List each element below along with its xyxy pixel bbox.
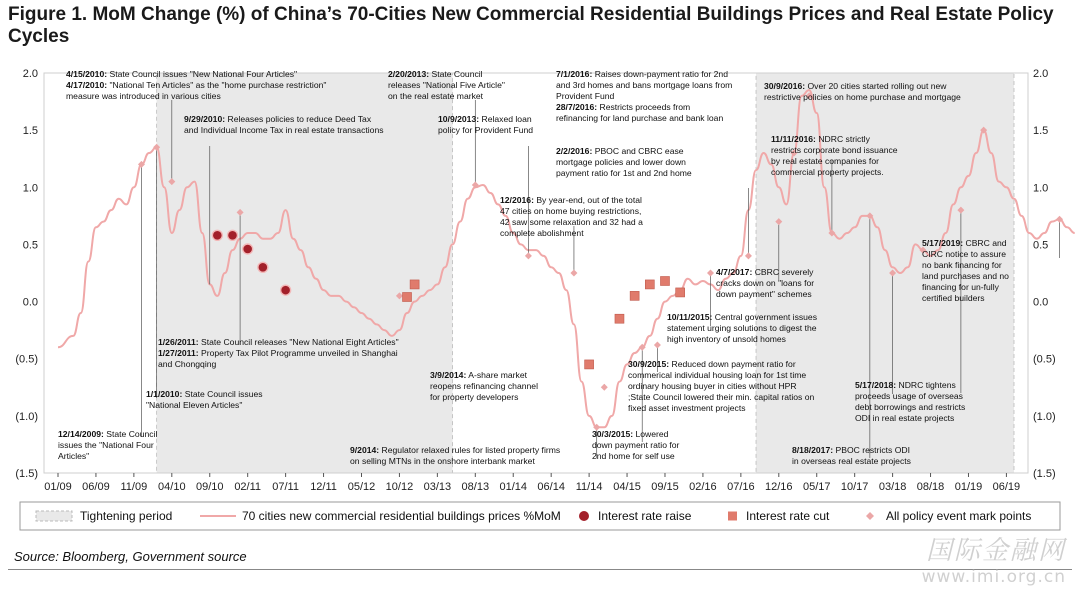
x-tick-label: 01/09 [44,481,72,493]
annotation-line [500,195,642,205]
chart [0,52,1080,547]
annotation-text: A-share market [466,370,527,380]
annotation-date: 4/7/2017: [716,267,753,277]
x-tick-label: 02/16 [689,481,717,493]
annotation-text: issues the "National Four [58,440,154,450]
annotation-line [388,80,505,90]
annotation-text: State Council releases "New National Eight Articles" [198,337,399,347]
annotation-line [628,392,815,402]
interest-rate-cut-point [676,288,685,297]
annotation-line [66,69,297,79]
annotation-text: high inventory of unsold homes [667,334,786,344]
annotation-line [500,217,643,227]
y-tick-right: (0.5) [1033,353,1056,366]
annotation-line [592,451,675,461]
y-tick-right: 0.0 [1033,296,1049,309]
annotation-text: CBRC and [963,238,1007,248]
annotation-line [922,238,1007,248]
annotation-line [58,451,89,461]
y-tick-right: 2.0 [1033,68,1049,80]
y-tick-right: 1.0 [1033,182,1049,195]
x-tick-label: 01/14 [499,481,528,493]
annotation-text: 2nd home for self use [592,451,675,461]
annotation-text: Restricts proceeds from [597,102,691,112]
policy-event-point [601,384,608,391]
legend-label-line: 70 cities new commercial residential buildings prices %MoM [242,509,561,523]
annotation-line [66,80,326,90]
annotation-text: State Council issues [182,389,263,399]
annotation-line [500,206,641,216]
annotation-date: 10/11/2015: [667,312,713,322]
annotation-text: Raises down-payment ratio for 2nd [592,69,728,79]
chart-title: Figure 1. MoM Change (%) of China’s 70-Cities New Commercial Residential Buildings Prices and Real Estate Policy Cycles [8,4,1054,47]
policy-event-point [570,270,577,277]
annotation-line [628,403,746,413]
interest-rate-cut-point [410,280,419,289]
x-tick-label: 03/18 [878,481,907,493]
x-tick-label: 04/15 [613,481,641,493]
annotation-line [771,167,884,177]
legend-swatch-raise [579,511,589,521]
x-tick-label: 11/09 [120,481,148,493]
annotation-text: State Council [429,69,483,79]
annotation-text: Regulator relaxed rules for listed property firms [379,445,561,455]
annotation-text: Relaxed loan [479,114,532,124]
interest-rate-raise-point [281,285,291,295]
annotation-date: 9/2014: [350,445,380,455]
y-tick-left: 1.0 [22,182,38,195]
interest-rate-cut-point [645,280,654,289]
legend-swatch-cut [728,512,737,521]
annotation-text: State Council [103,429,158,439]
annotation-text: land purchases and no [922,271,1009,281]
annotation-line [388,69,483,79]
annotation-line [158,348,398,358]
annotation-date: 30/9/2015: [628,359,670,369]
annotation-line [855,380,956,390]
watermark-text: 国际金融网 [925,536,1066,566]
annotation-text: Over 20 cities started rolling out new [805,81,947,91]
annotation-text: down payment ratio for [592,440,680,450]
annotation-text: Property Tax Pilot Programme unveiled in Shanghai [198,348,398,358]
annotation-line [556,168,692,178]
interest-rate-cut-point [615,314,624,323]
annotation-line [667,312,817,322]
annotation-text: PBOC restricts ODI [833,445,910,455]
annotation-a7 [556,146,692,178]
annotation-line [556,157,686,167]
annotation-line [350,456,535,466]
annotation-line [430,381,538,391]
annotation-line [716,278,814,288]
x-tick-label: 04/10 [158,481,186,493]
annotation-a9 [500,195,643,238]
annotation-line [628,381,797,391]
annotation-text: ;State Council lowered their min. capital ratios on [628,392,815,402]
annotation-date: 1/26/2011: [158,337,199,347]
annotation-line [430,392,518,402]
annotation-date: 12/14/2009: [58,429,104,439]
legend [20,502,1060,530]
legend-swatch-tightening [36,511,72,521]
policy-event-point [525,252,532,259]
annotation-text: statement urging solutions to digest the [667,323,817,333]
y-tick-left: (0.5) [15,353,38,366]
annotation-text: proceeds usage of overseas [855,391,963,401]
annotation-date: 1/27/2011: [158,348,199,358]
annotation-text: Lowered [633,429,669,439]
annotation-date: 12/2016: [500,195,534,205]
y-tick-left: (1.5) [15,468,38,480]
annotation-line [771,156,879,166]
annotation-line [66,91,221,101]
annotation-line [764,81,947,91]
annotation-line [922,249,1006,259]
y-tick-right: (1.5) [1033,468,1056,480]
annotation-a6 [764,81,961,102]
annotation-date: 3/9/2014: [430,370,467,380]
annotation-line [556,69,728,79]
annotation-text: on selling MTNs in the onshore interbank market [350,456,535,466]
annotation-line [592,440,680,450]
y-tick-left: 0.0 [22,296,38,309]
annotation-line [350,445,560,455]
annotation-date: 9/29/2010: [184,114,226,124]
annotation-a17 [855,380,965,423]
annotation-date: 1/1/2010: [146,389,183,399]
annotation-text: complete abolishment [500,228,584,238]
annotation-line [716,289,812,299]
y-tick-left: (1.0) [15,410,38,423]
annotation-a2 [184,114,384,135]
annotation-text: NDRC tightens [896,380,956,390]
annotation-text: for property developers [430,392,519,402]
x-tick-label: 10/17 [840,481,869,493]
annotation-text: commercial property projects. [771,167,884,177]
annotation-line [792,445,910,455]
annotation-a20 [792,445,911,466]
annotation-text: "National Ten Articles" as the "home purchase restriction" [107,80,327,90]
annotation-line [922,260,1002,270]
x-tick-label: 12/16 [765,481,793,493]
annotation-a21 [350,445,560,466]
watermark-url: www.imi.org.cn [921,567,1066,587]
interest-rate-raise-point [243,244,253,254]
y-tick-left: 2.0 [22,68,38,80]
annotation-line [667,323,817,333]
annotation-line [430,370,528,380]
interest-rate-raise-point [212,230,222,240]
annotation-text: policy for Provident Fund [438,125,534,135]
annotation-date: 11/11/2016: [771,134,816,144]
y-tick-right: 1.5 [1033,125,1049,138]
annotation-line [792,456,911,466]
annotation-date: 4/17/2010: [66,80,108,90]
interest-rate-cut-point [660,277,669,286]
annotation-line [500,228,584,238]
annotation-text: down payment" schemes [716,289,812,299]
policy-event-point [654,342,661,349]
annotation-a4 [438,114,533,135]
annotation-text: cracks down on "loans for [716,278,815,288]
x-tick-label: 05/17 [802,481,831,493]
annotation-text: "National Eleven Articles" [146,400,243,410]
annotation-text: debt borrowings and restricts [855,402,966,412]
y-tick-right: (1.0) [1033,410,1056,423]
annotation-line [556,91,615,101]
annotation-a15 [430,370,538,402]
annotation-text: refinancing for land purchase and bank loan [556,113,724,123]
annotation-text: Articles" [58,451,90,461]
annotation-line [922,293,985,303]
annotation-line [556,102,690,112]
annotation-line [771,134,871,144]
x-tick-label: 09/10 [195,481,224,493]
annotation-text: payment ratio for 1st and 2nd home [556,168,692,178]
annotation-text: measure was introduced in various cities [66,91,221,101]
annotation-text: and Individual Income Tax in real estate transactions [184,125,384,135]
annotation-text: fixed asset investment projects [628,403,746,413]
annotation-text: restricts corporate bond issuance [771,145,898,155]
annotation-text: Releases policies to reduce Deed Tax [225,114,372,124]
annotation-text: mortgage policies and lower down [556,157,686,167]
x-tick-label: 08/13 [461,481,490,493]
x-tick-label: 07/16 [727,481,755,493]
x-tick-label: 01/19 [954,481,983,493]
interest-rate-raise-point [258,262,268,272]
annotation-text: reopens refinancing channel [430,381,538,391]
annotation-text: on the real estate market [388,91,484,101]
legend-label-raise: Interest rate raise [598,509,692,523]
annotation-line [438,114,532,124]
annotation-line [764,92,961,102]
annotation-a19 [592,429,680,461]
annotation-line [184,114,372,124]
legend-label-cut: Interest rate cut [746,509,830,523]
policy-event-point [707,270,714,277]
annotation-text: releases "National Five Article" [388,80,505,90]
annotation-line [58,440,154,450]
y-tick-left: 0.5 [22,239,38,252]
annotation-text: 47 cities on home buying restrictions, [500,206,642,216]
legend-label-tightening: Tightening period [80,509,173,523]
annotation-text: PBOC and CBRC ease [592,146,684,156]
annotation-text: commerical individual housing loan for 1st time [628,370,807,380]
policy-event-point [745,252,752,259]
x-tick-label: 07/11 [272,481,299,493]
x-tick-label: 02/11 [234,481,262,493]
legend-label-events: All policy event mark points [886,509,1032,523]
annotation-a5 [556,69,732,123]
annotation-line [158,337,399,347]
annotation-line [628,359,796,369]
annotation-date: 5/17/2019: [922,238,964,248]
annotation-a11 [716,267,814,299]
annotation-text: in overseas real estate projects [792,456,911,466]
annotation-date: 2/20/2013: [388,69,430,79]
source-note: Source: Bloomberg, Government source [14,549,247,564]
annotation-line [184,125,384,135]
annotation-text: Provident Fund [556,91,615,101]
annotation-line [667,334,786,344]
annotation-date: 4/15/2010: [66,69,108,79]
x-axis [44,473,1020,493]
annotation-line [438,125,533,135]
interest-rate-cut-point [630,291,639,300]
annotation-line [592,429,669,439]
annotation-line [771,145,898,155]
annotation-a3 [388,69,505,101]
annotation-date: 2/2/2016: [556,146,593,156]
x-tick-label: 12/11 [310,481,337,493]
annotation-date: 10/9/2013: [438,114,480,124]
annotation-line [146,389,263,399]
annotation-text: Reduced down payment ratio for [669,359,796,369]
annotation-text: ODI in real estate projects [855,413,955,423]
annotation-date: 5/17/2018: [855,380,897,390]
annotation-text: By year-end, out of the total [533,195,642,205]
annotation-date: 7/1/2016: [556,69,593,79]
annotation-line [855,391,963,401]
annotation-date: 28/7/2016: [556,102,598,112]
annotation-date: 30/9/2016: [764,81,806,91]
annotation-line [556,113,723,123]
annotation-line [556,146,684,156]
annotation-text: NDRC strictly [815,134,870,144]
annotation-line [388,91,484,101]
annotation-text: CIRC notice to assure [922,249,1007,259]
annotation-line [922,282,1000,292]
annotation-a18 [58,429,157,461]
annotation-line [158,359,217,369]
annotation-text: Central government issues [712,312,818,322]
x-tick-label: 06/14 [537,481,565,493]
annotation-text: and 3rd homes and bans mortgage loans from [556,80,733,90]
annotation-line [922,271,1009,281]
x-tick-label: 05/12 [347,481,376,493]
x-tick-label: 03/13 [423,481,452,493]
annotation-line [146,400,242,410]
y-tick-left: 1.5 [22,125,38,138]
x-tick-label: 11/14 [575,481,603,493]
annotation-line [716,267,814,277]
annotation-text: and Chongqing [158,359,217,369]
annotation-text: 42 saw some relaxation and 32 had a [500,217,643,227]
interest-rate-cut-point [585,360,594,369]
annotation-text: by real estate companies for [771,156,879,166]
annotation-line [855,402,965,412]
annotation-text: State Council issues "New National Four Articles" [107,69,298,79]
annotation-line [855,413,954,423]
watermark [876,530,1066,587]
interest-rate-cut-point [403,293,412,302]
x-tick-label: 06/09 [82,481,110,493]
annotation-line [628,370,806,380]
annotation-line [556,80,732,90]
annotation-date: 30/3/2015: [592,429,634,439]
annotation-text: ordinary housing buyer in cities without HPR [628,381,797,391]
annotation-text: no bank financing for [922,260,1002,270]
annotation-date: 8/18/2017: [792,445,834,455]
annotation-text: financing for un-fully [922,282,999,292]
interest-rate-raise-point [228,230,238,240]
y-tick-right: 0.5 [1033,239,1049,252]
annotation-text: CBRC severely [752,267,814,277]
annotation-line [58,429,157,439]
x-tick-label: 10/12 [385,481,414,493]
annotation-text: certified builders [922,293,985,303]
x-tick-label: 08/18 [916,481,945,493]
x-tick-label: 09/15 [651,481,679,493]
annotation-text: restrictive policies on home purchase and mortgage [764,92,961,102]
x-tick-label: 06/19 [992,481,1021,493]
